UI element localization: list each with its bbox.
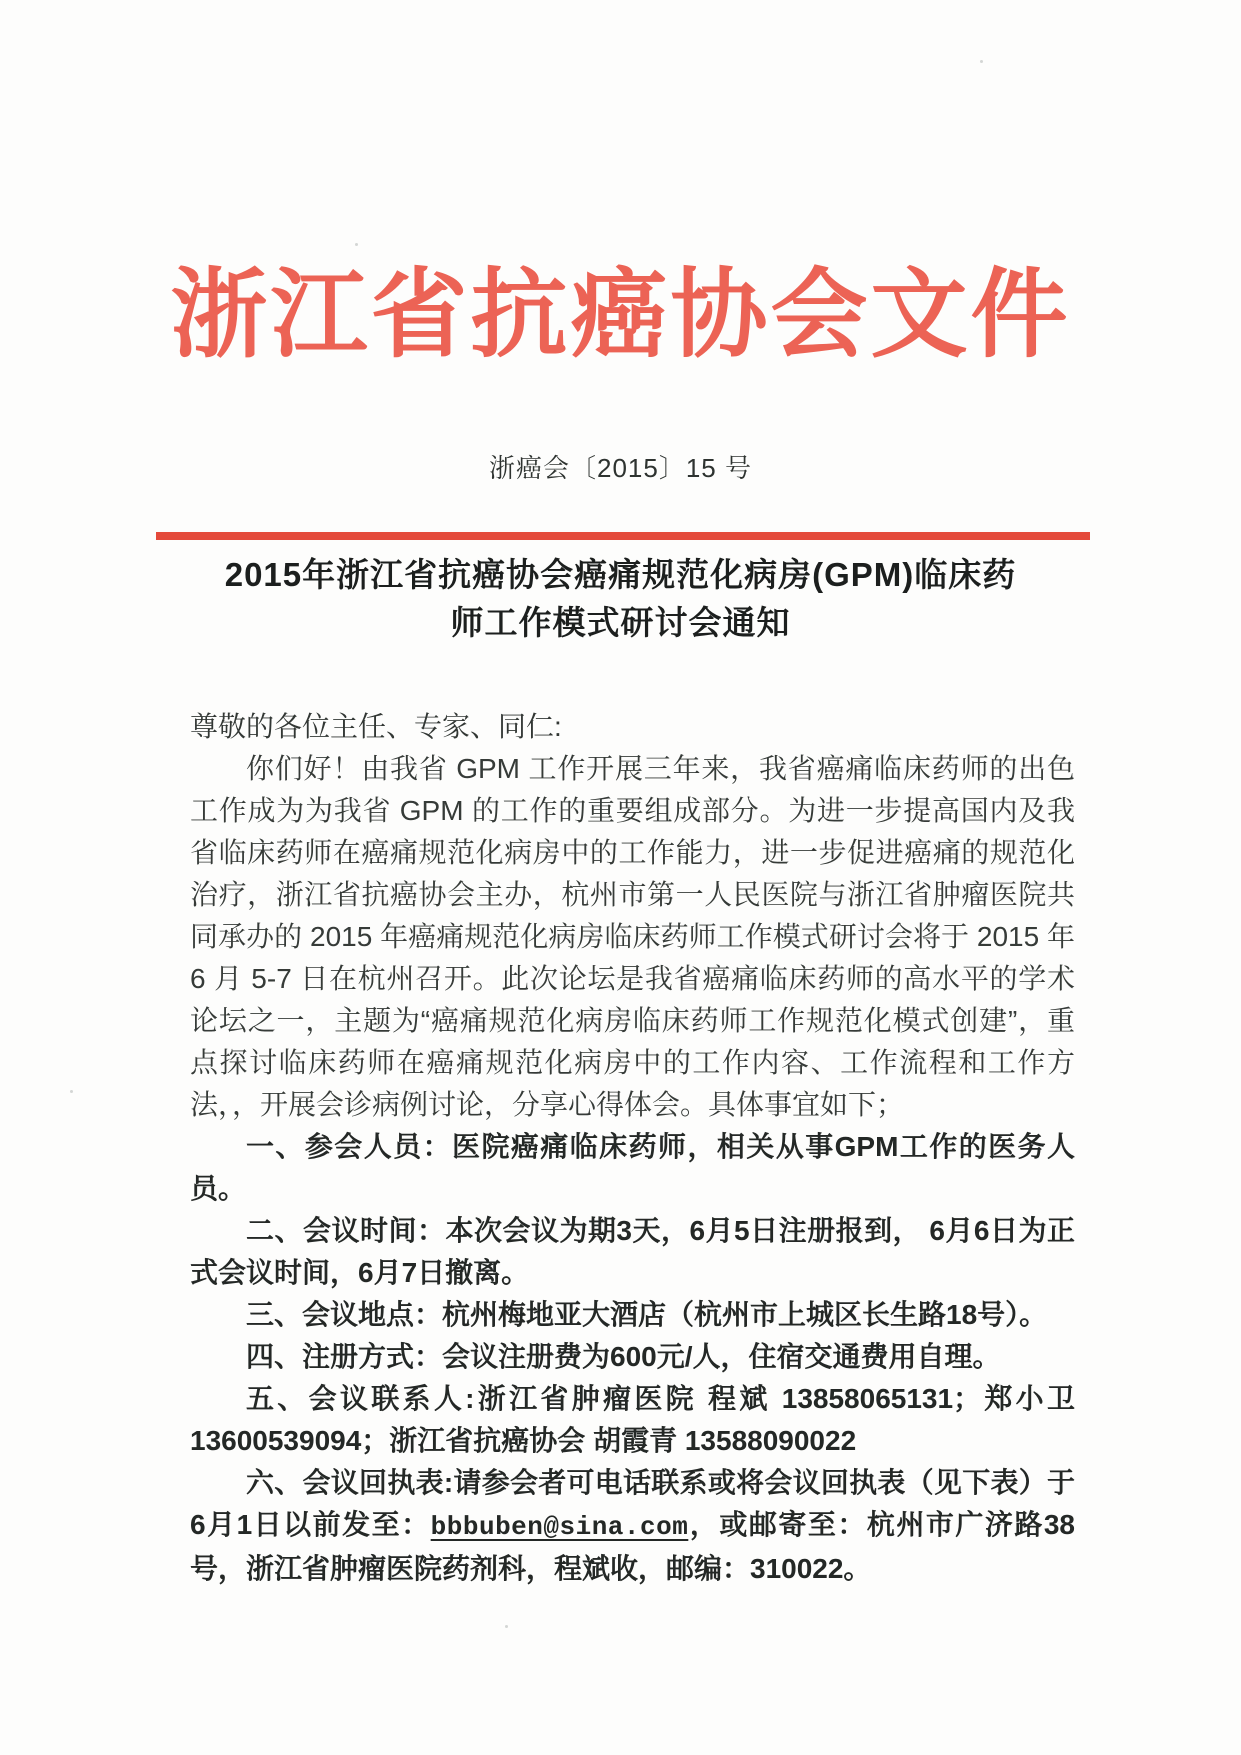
item-1-attendees: 一、参会人员：医院癌痛临床药师，相关从事GPM工作的医务人员。: [190, 1131, 1075, 1204]
red-divider-rule: [156, 532, 1090, 540]
salutation: 尊敬的各位主任、专家、同仁:: [190, 711, 562, 742]
contact-email: bbbuben@sina.com: [430, 1512, 689, 1542]
item-2-meeting-time: 二、会议时间：本次会议为期3天，6月5日注册报到， 6月6日为正式会议时间，6月7日撤离。: [190, 1215, 1075, 1288]
doc-title-line1: 2015年浙江省抗癌协会癌痛规范化病房(GPM)临床药: [224, 556, 1017, 593]
doc-reference-number: 浙癌会〔2015〕15 号: [489, 453, 752, 483]
item-5-contact-persons: 五、会议联系人:浙江省肿瘤医院 程斌 13858065131；郑小卫 13600539094；浙江省抗癌协会 胡霞青 13588090022: [190, 1383, 1075, 1456]
item-3-meeting-venue: 三、会议地点：杭州梅地亚大酒店（杭州市上城区长生路18号）。: [246, 1299, 1048, 1330]
item-4-registration-fee: 四、注册方式：会议注册费为600元/人，住宿交通费用自理。: [246, 1341, 1001, 1372]
org-header-title: 浙江省抗癌协会文件: [170, 262, 1071, 369]
intro-paragraph: 你们好！由我省 GPM 工作开展三年来，我省癌痛临床药师的出色工作成为为我省 GPM 的工作的重要组成部分。为进一步提高国内及我省临床药师在癌痛规范化病房中的工作能力，进一步促进癌痛的规范化治疗，浙江省抗癌协会主办，杭州市第一人民医院与浙江省肿瘤医院共同承办的 2015 年癌痛规范化病房临床药师工作模式研讨会将于 2015 年 6 月 5-7 日在杭州召开。此次论坛是我省癌痛临床药师的高水平的学术论坛之一，主题为“癌痛规范化病房临床药师工作规范化模式创建”，重点探讨临床药师在癌痛规范化病房中的工作内容、工作流程和工作方法，，开展会诊病例讨论，分享心得体会。具体事宜如下；: [190, 753, 1075, 1120]
doc-title: [100, 551, 1141, 647]
item-6-reply-form: [190, 1462, 1075, 1590]
item-6-text-before-email: 六、会议回执表:请参会者可电话联系或将会议回执表（见下表）于6月1日以前发至：: [190, 1467, 1075, 1540]
scan-speck: [505, 1625, 508, 1628]
scan-speck: [355, 243, 358, 246]
item-6-text-after-email: ，或邮寄至：杭州市广济路38号，浙江省肿瘤医院药剂科，程斌收，邮编：310022。: [190, 1509, 1075, 1584]
doc-body: [190, 706, 1075, 1590]
doc-title-line2: 师工作模式研讨会通知: [450, 604, 791, 641]
scan-speck: [980, 60, 983, 63]
scan-speck: [70, 1090, 73, 1093]
